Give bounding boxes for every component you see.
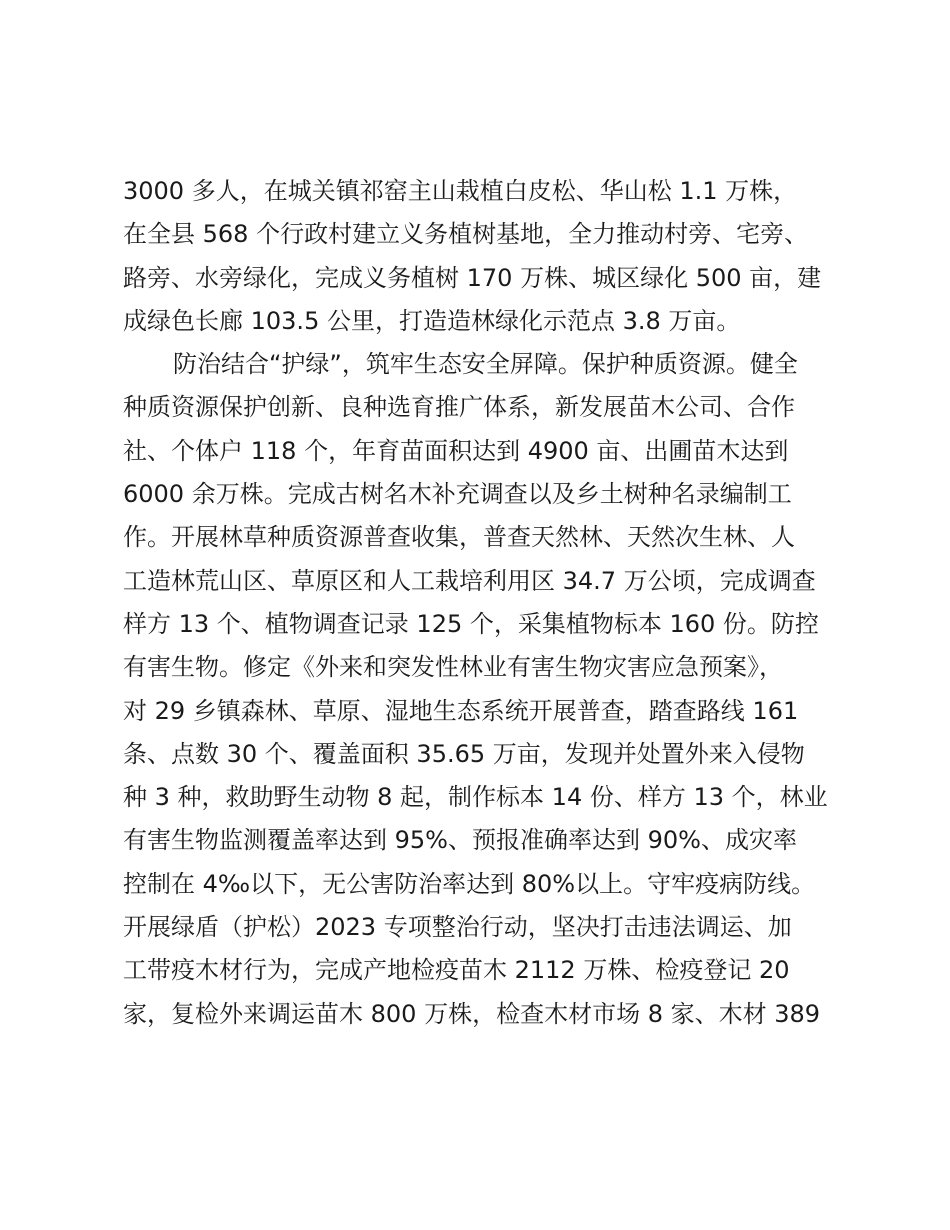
text-line: 控制在 4‰以下，无公害防治率达到 80%以上。守牢疫病防线。 bbox=[123, 869, 816, 898]
text-line: 开展绿盾（护松）2023 专项整治行动，坚决打击违法调运、加 bbox=[123, 913, 792, 942]
text-line: 作。开展林草种质资源普查收集，普查天然林、天然次生林、人 bbox=[123, 523, 795, 552]
text-line: 路旁、水旁绿化，完成义务植树 170 万株、城区绿化 500 亩，建 bbox=[123, 263, 822, 292]
text-line: 有害生物监测覆盖率达到 95%、预报准确率达到 90%、成灾率 bbox=[123, 826, 797, 855]
body-text bbox=[123, 170, 843, 1036]
text-line: 在全县 568 个行政村建立义务植树基地，全力推动村旁、宅旁、 bbox=[123, 220, 809, 249]
text-line: 种质资源保护创新、良种选育推广体系，新发展苗木公司、合作 bbox=[123, 393, 795, 422]
text-line: 6000 余万株。完成古树名木补充调查以及乡土树种名录编制工 bbox=[123, 480, 792, 509]
text-line: 工带疫木材行为，完成产地检疫苗木 2112 万株、检疫登记 20 bbox=[123, 956, 790, 985]
text-line: 对 29 乡镇森林、草原、湿地生态系统开展普查，踏查路线 161 bbox=[123, 696, 799, 725]
text-line: 3000 多人，在城关镇祁窑主山栽植白皮松、华山松 1.1 万株， bbox=[123, 177, 798, 205]
text-line: 家，复检外来调运苗木 800 万株，检查木材市场 8 家、木材 389 bbox=[123, 999, 821, 1028]
text-line: 社、个体户 118 个，年育苗面积达到 4900 亩、出圃苗木达到 bbox=[123, 436, 789, 465]
text-line: 有害生物。修定《外来和突发性林业有害生物灾害应急预案》， bbox=[123, 653, 783, 682]
text-line: 成绿色长廊 103.5 公里，打造造林绿化示范点 3.8 万亩。 bbox=[123, 306, 741, 335]
text-line: 条、点数 30 个、覆盖面积 35.65 万亩，发现并处置外来入侵物 bbox=[123, 739, 805, 768]
text-line: 种 3 种，救助野生动物 8 起，制作标本 14 份、样方 13 个，林业 bbox=[123, 783, 828, 812]
text-line: 工造林荒山区、草原区和人工栽培利用区 34.7 万公顷，完成调查 bbox=[123, 566, 816, 595]
paragraph-start-line: 防治结合“护绿”，筑牢生态安全屏障。保护种质资源。健全 bbox=[173, 350, 798, 379]
text-line: 样方 13 个、植物调查记录 125 个，采集植物标本 160 份。防控 bbox=[123, 609, 819, 638]
